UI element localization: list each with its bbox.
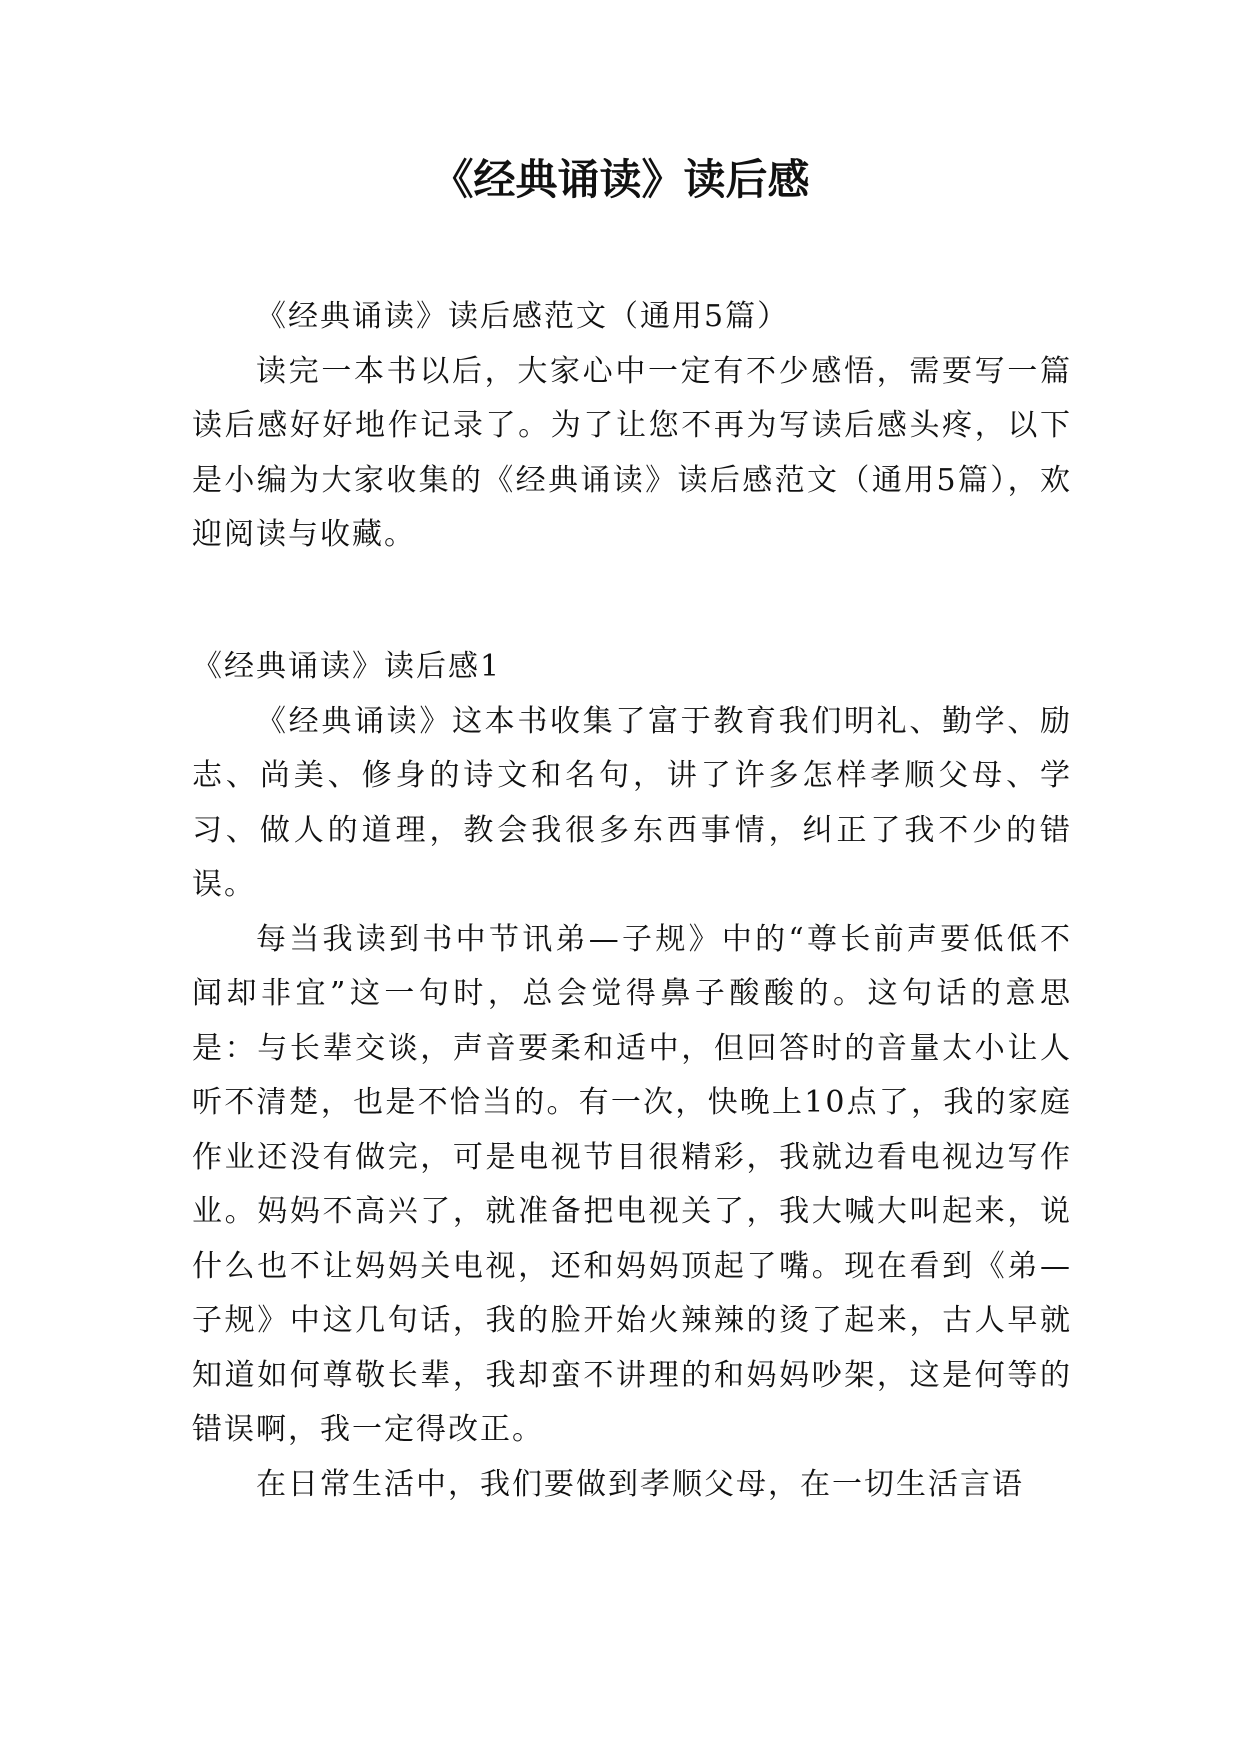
section-heading: 《经典诵读》读后感1 (192, 649, 502, 684)
intro-block (192, 290, 1072, 563)
intro-paragraph: 读完一本书以后，大家心中一定有不少感悟，需要写一篇读后感好好地作记录了。为了让您不再为写读后感头疼，以下是小编为大家收集的《经典诵读》读后感范文（通用5篇），欢迎阅读与收藏。 (192, 353, 1072, 552)
document-title: 《经典诵读》读后感 (431, 155, 810, 204)
section-paragraph-2: 每当我读到书中节讯弟—子规》中的“尊长前声要低低不闻却非宜”这一句时，总会觉得鼻子酸酸的。这句话的意思是：与长辈交谈，声音要柔和适中，但回答时的音量太小让人听不清楚，也是不恰当的。有一次，快晚上10点了，我的家庭作业还没有做完，可是电视节目很精彩，我就边看电视边写作业。妈妈不高兴了，就准备把电视关了，我大喊大叫起来，说什么也不让妈妈关电视，还和妈妈顶起了嘴。现在看到《弟—子规》中这几句话，我的脸开始火辣辣的烫了起来，古人早就知道如何尊敬长辈，我却蛮不讲理的和妈妈吵架，这是何等的错误啊，我一定得改正。 (192, 921, 1072, 1447)
section-paragraph-3: 在日常生活中，我们要做到孝顺父母，在一切生活言语 (256, 1466, 1024, 1502)
section-paragraph-1: 《经典诵读》这本书收集了富于教育我们明礼、勤学、励志、尚美、修身的诗文和名句，讲了许多怎样孝顺父母、学习、做人的道理，教会我很多东西事情，纠正了我不少的错误。 (192, 703, 1072, 902)
section-1 (192, 640, 1072, 1512)
intro-subtitle: 《经典诵读》读后感范文（通用5篇） (256, 299, 790, 334)
